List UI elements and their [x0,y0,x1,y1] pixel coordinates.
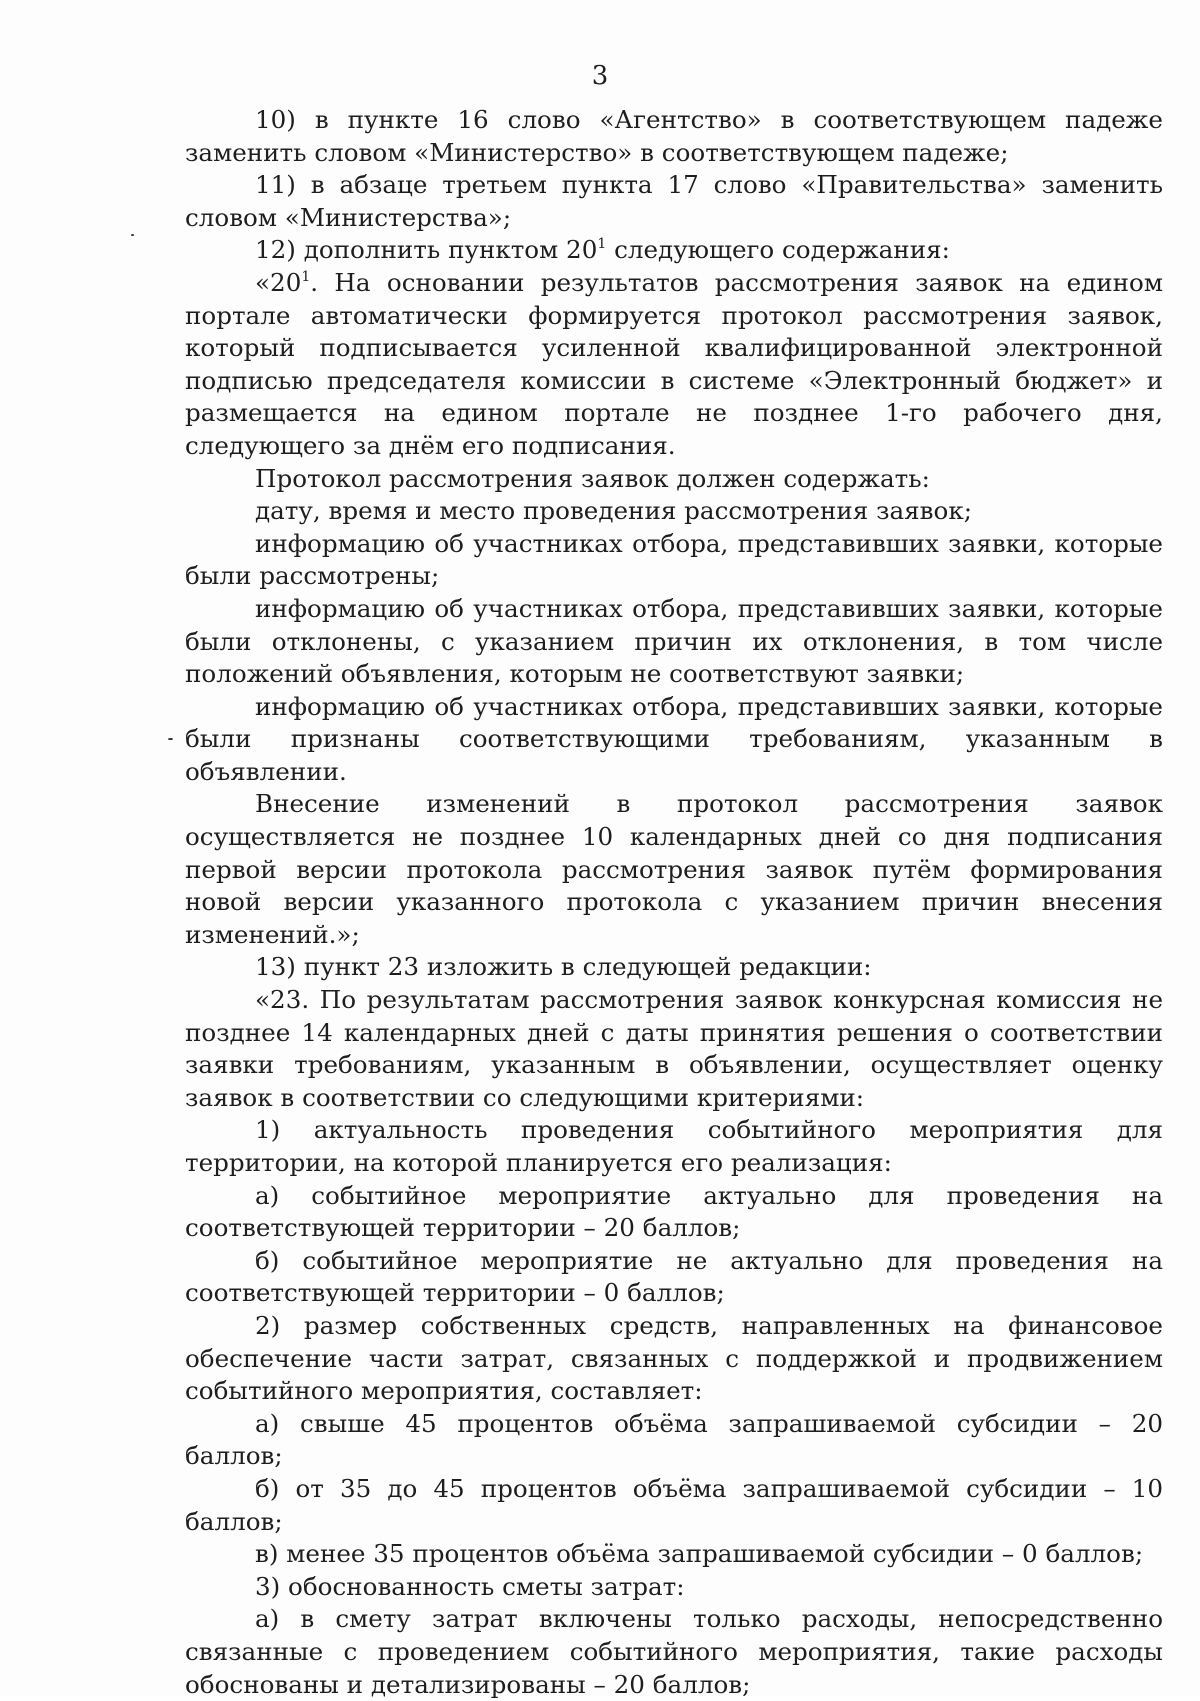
paragraph-rejected: информацию об участниках отбора, представивших заявки, которые были отклонены, с указанием причин их отклонения, в том числе положений объявления, которым не соответствуют заявки; [185,593,1163,689]
paragraph-amendments: Внесение изменений в протокол рассмотрения заявок осуществляется не позднее 10 календарных дней со дня подписания первой версии протокола рассмотрения заявок путём формирования новой версии указанного протокола с указанием причин внесения изменений.»; [185,789,1163,949]
paragraph-item-12 [185,234,1163,267]
document-body [185,104,1163,1701]
paragraph-criterion-3a: а) в смету затрат включены только расходы, непосредственно связанные с проведением событийного мероприятия, такие расходы обоснованы и детализированы – 20 баллов; [185,1604,1163,1699]
paragraph-criterion-2c: в) менее 35 процентов объёма запрашиваемой субсидии – 0 баллов; [255,1539,1144,1569]
paragraph-text: следующего содержания: [606,235,950,265]
superscript: 1 [597,236,607,253]
paragraph-point-20-1 [185,267,1163,463]
paragraph-criterion-1: 1) актуальность проведения событийного мероприятия для территории, на которой планируется его реализация: [185,1115,1163,1177]
paragraph-considered: информацию об участниках отбора, представивших заявки, которые были рассмотрены; [185,528,1163,591]
paragraph-criterion-2b: б) от 35 до 45 процентов объёма запрашиваемой субсидии – 10 баллов; [185,1473,1163,1536]
paragraph-compliant: информацию об участниках отбора, представивших заявки, которые были признаны соответствующими требованиям, указанным в объявлении. [185,691,1163,786]
scan-artifact [131,234,134,236]
paragraph-criterion-1b: б) событийное мероприятие не актуально для проведения на соответствующей территории – 0 баллов; [185,1245,1163,1308]
paragraph-text: «20 [255,267,302,297]
paragraph-item-13: 13) пункт 23 изложить в следующей редакции: [255,952,872,982]
paragraph-item-11: 11) в абзаце третьем пункта 17 слово «Правительства» заменить словом «Министерства»; [185,170,1163,232]
paragraph-criterion-3: 3) обоснованность сметы затрат: [255,1571,685,1601]
paragraph-item-10: 10) в пункте 16 слово «Агентство» в соответствующем падеже заменить словом «Министерство» в соответствующем падеже; [185,105,1163,167]
page-number: 3 [591,61,609,91]
superscript: 1 [301,268,311,285]
paragraph-point-23: «23. По результатам рассмотрения заявок конкурсная комиссия не позднее 14 календарных дней с даты принятия решения о соответствии заявки требованиям, указанным в объявлении, осуществляет оценку заявок в соответствии со следующими критериями: [185,985,1163,1112]
paragraph-protocol-contents: Протокол рассмотрения заявок должен содержать: [255,463,930,493]
paragraph-date-time-place: дату, время и место проведения рассмотрения заявок; [255,496,972,526]
paragraph-criterion-2: 2) размер собственных средств, направленных на финансовое обеспечение части затрат, связанных с поддержкой и продвижением событийного мероприятия, составляет: [185,1310,1163,1406]
paragraph-text: . На основании результатов рассмотрения заявок на едином портале автоматически формируется протокол рассмотрения заявок, который подписывается усиленной квалифицированной электронной подписью председателя комиссии в системе «Электронный бюджет» и размещается на едином портале не позднее 1-го рабочего дня, следующего за днём его подписания. [185,267,1163,460]
paragraph-criterion-1a: а) событийное мероприятие актуально для проведения на соответствующей территории – 20 баллов; [185,1180,1163,1243]
paragraph-text: 12) дополнить пунктом 20 [255,235,598,265]
scan-artifact [168,738,173,740]
paragraph-criterion-2a: а) свыше 45 процентов объёма запрашиваемой субсидии – 20 баллов; [185,1408,1163,1471]
